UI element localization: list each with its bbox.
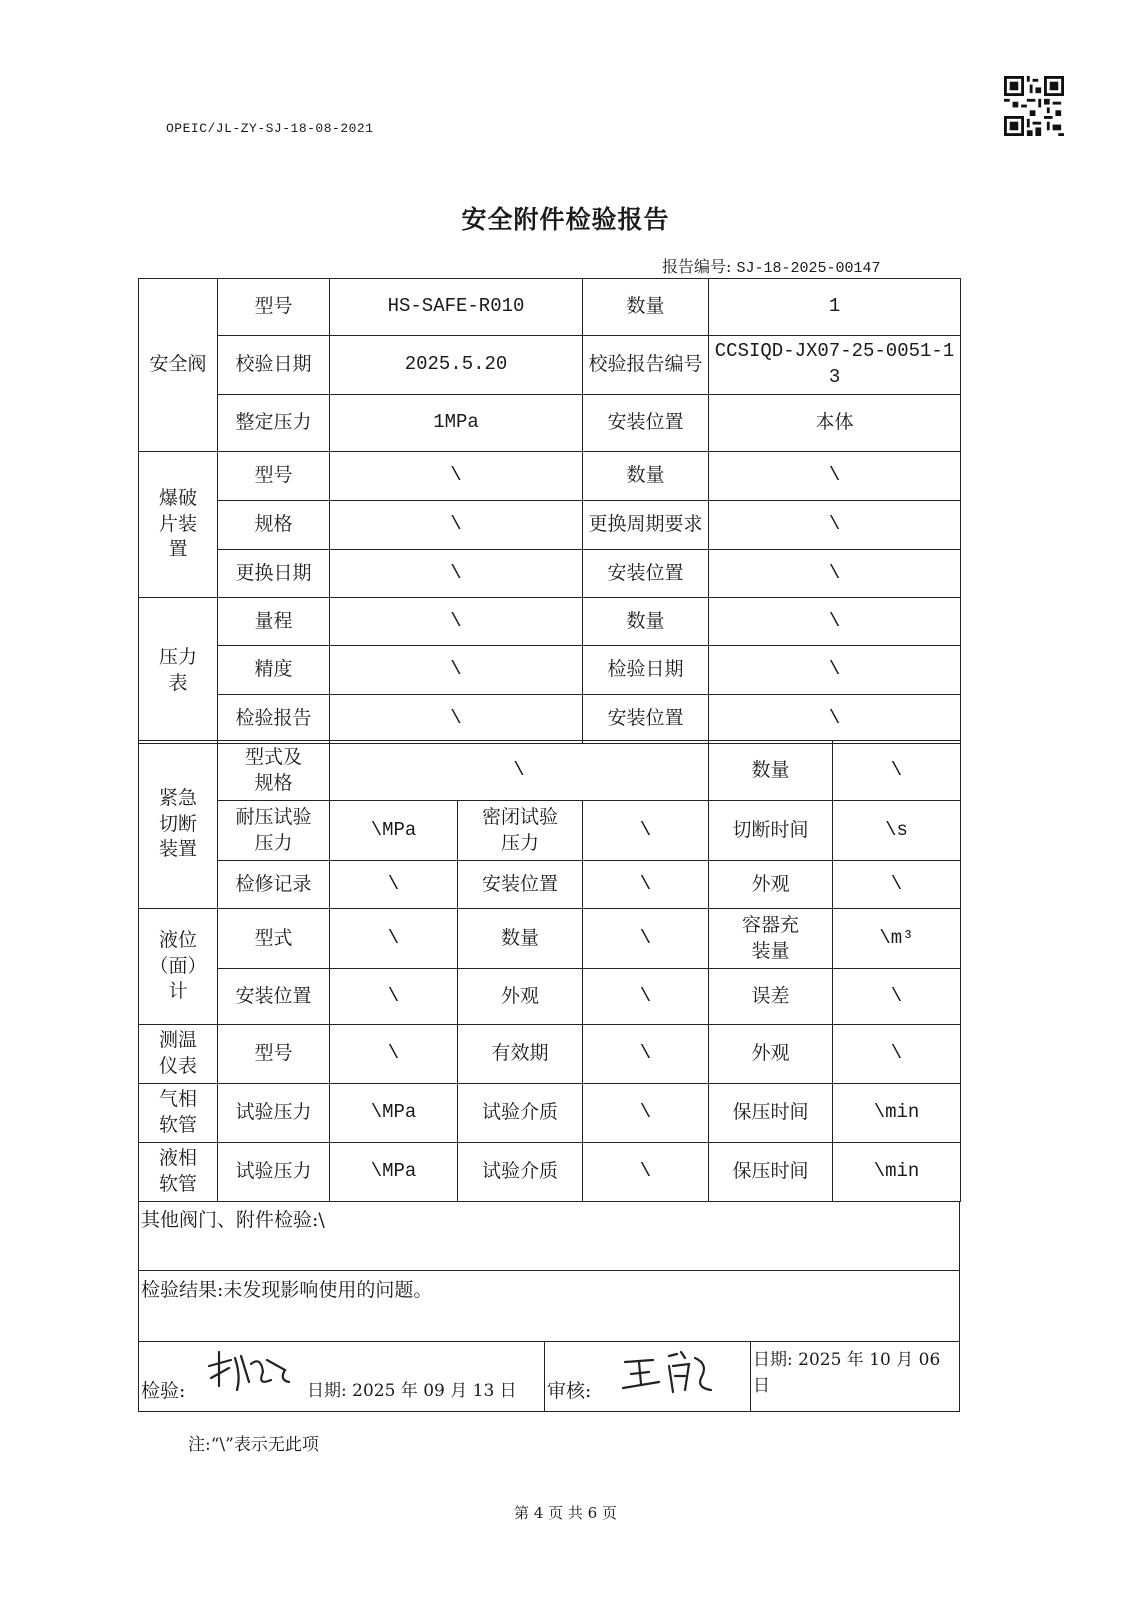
reviewer-date: 日期: 2025 年 10 月 06 日 bbox=[753, 1350, 941, 1396]
value-hold-time: \min bbox=[833, 1143, 961, 1202]
label-model: 型号 bbox=[218, 452, 330, 501]
value-proof-pressure: \MPa bbox=[330, 801, 458, 861]
page-title: 安全附件检验报告 bbox=[461, 205, 670, 234]
label-error: 误差 bbox=[709, 969, 833, 1025]
value-qty: \ bbox=[833, 741, 961, 801]
label-appearance: 外观 bbox=[709, 1025, 833, 1084]
footnote: 注:“\”表示无此项 bbox=[188, 1435, 319, 1455]
label-accuracy: 精度 bbox=[218, 646, 330, 695]
value-test-pressure: \MPa bbox=[330, 1143, 458, 1202]
label-spec: 规格 bbox=[218, 501, 330, 550]
value-spec: \ bbox=[330, 501, 583, 550]
value-accuracy: \ bbox=[330, 646, 583, 695]
value-location: \ bbox=[583, 861, 709, 909]
label-test-medium: 试验介质 bbox=[458, 1084, 583, 1143]
section-rupture-disc: 爆破片装置 bbox=[158, 487, 197, 561]
label-validity: 有效期 bbox=[458, 1025, 583, 1084]
value-appearance: \ bbox=[833, 1025, 961, 1084]
value-appearance: \ bbox=[833, 861, 961, 909]
label-set-pressure: 整定压力 bbox=[218, 395, 330, 452]
label-hold-time: 保压时间 bbox=[709, 1143, 833, 1202]
section-liquid-hose: 液相软管 bbox=[158, 1147, 197, 1195]
signoff-row bbox=[138, 1342, 960, 1412]
section-safety-valve: 安全阀 bbox=[139, 279, 218, 452]
value-inspect-date: \ bbox=[709, 646, 961, 695]
value-cal-date: 2025.5.20 bbox=[330, 336, 583, 395]
label-location: 安装位置 bbox=[458, 861, 583, 909]
value-location: \ bbox=[709, 550, 961, 598]
label-location: 安装位置 bbox=[583, 395, 709, 452]
value-test-medium: \ bbox=[583, 1143, 709, 1202]
value-hold-time: \min bbox=[833, 1084, 961, 1143]
label-model: 型号 bbox=[218, 279, 330, 336]
value-qty: 1 bbox=[709, 279, 961, 336]
inspection-result-text: 检验结果:未发现影响使用的问题。 bbox=[141, 1279, 433, 1301]
inspector-label: 检验: bbox=[141, 1380, 186, 1402]
reviewer-signature bbox=[619, 1348, 719, 1398]
section-level-gauge: 液位（面）计 bbox=[149, 929, 207, 1003]
label-location: 安装位置 bbox=[583, 550, 709, 598]
label-appearance: 外观 bbox=[709, 861, 833, 909]
value-seal-pressure: \ bbox=[583, 801, 709, 861]
value-type: \ bbox=[330, 909, 458, 969]
label-seal-pressure: 密闭试验压力 bbox=[481, 805, 558, 854]
label-cal-report: 校验报告编号 bbox=[583, 336, 709, 395]
label-model: 型号 bbox=[218, 1025, 330, 1084]
other-accessories bbox=[138, 1201, 960, 1271]
value-qty: \ bbox=[709, 452, 961, 501]
label-qty: 数量 bbox=[583, 279, 709, 336]
label-location: 安装位置 bbox=[583, 695, 709, 744]
reviewer-label: 审核: bbox=[547, 1380, 592, 1402]
report-number bbox=[662, 254, 881, 277]
label-range: 量程 bbox=[218, 598, 330, 646]
label-qty: 数量 bbox=[583, 452, 709, 501]
section-gas-hose: 气相软管 bbox=[158, 1088, 197, 1136]
report-number-label: 报告编号: bbox=[662, 257, 732, 276]
label-repair-record: 检修记录 bbox=[218, 861, 330, 909]
label-type: 型式 bbox=[218, 909, 330, 969]
label-inspect-date: 检验日期 bbox=[583, 646, 709, 695]
reviewer-date-cell bbox=[751, 1342, 959, 1411]
label-qty: 数量 bbox=[583, 598, 709, 646]
inspector-signature bbox=[201, 1346, 296, 1396]
inspection-result bbox=[138, 1271, 960, 1342]
value-cycle: \ bbox=[709, 501, 961, 550]
label-proof-pressure: 耐压试验压力 bbox=[235, 805, 312, 854]
value-error: \ bbox=[833, 969, 961, 1025]
value-model: \ bbox=[330, 1025, 458, 1084]
value-test-medium: \ bbox=[583, 1084, 709, 1143]
value-cutoff-time: \s bbox=[833, 801, 961, 861]
label-type-spec: 型式及规格 bbox=[244, 745, 302, 794]
reviewer-cell bbox=[545, 1342, 751, 1411]
value-test-pressure: \MPa bbox=[330, 1084, 458, 1143]
section-thermometer: 测温仪表 bbox=[158, 1029, 197, 1077]
label-cycle: 更换周期要求 bbox=[583, 501, 709, 550]
value-repair-record: \ bbox=[330, 861, 458, 909]
label-test-pressure: 试验压力 bbox=[218, 1143, 330, 1202]
value-qty: \ bbox=[709, 598, 961, 646]
value-report: \ bbox=[330, 695, 583, 744]
value-model: \ bbox=[330, 452, 583, 501]
value-location: 本体 bbox=[709, 395, 961, 452]
inspector-cell bbox=[139, 1342, 545, 1411]
report-number-value: SJ-18-2025-00147 bbox=[736, 260, 881, 277]
label-hold-time: 保压时间 bbox=[709, 1084, 833, 1143]
value-validity: \ bbox=[583, 1025, 709, 1084]
section-emergency-shutoff: 紧急切断装置 bbox=[158, 787, 197, 861]
label-appearance: 外观 bbox=[458, 969, 583, 1025]
label-fill-volume: 容器充装量 bbox=[741, 913, 799, 962]
value-set-pressure: 1MPa bbox=[330, 395, 583, 452]
label-cutoff-time: 切断时间 bbox=[709, 801, 833, 861]
label-replace-date: 更换日期 bbox=[218, 550, 330, 598]
inspector-date: 日期: 2025 年 09 月 13 日 bbox=[307, 1381, 517, 1401]
value-location: \ bbox=[709, 695, 961, 744]
inspection-table bbox=[138, 278, 961, 744]
value-model: HS-SAFE-R010 bbox=[330, 279, 583, 336]
value-location: \ bbox=[330, 969, 458, 1025]
label-cal-date: 校验日期 bbox=[218, 336, 330, 395]
value-qty: \ bbox=[583, 909, 709, 969]
label-qty: 数量 bbox=[709, 741, 833, 801]
inspection-table-lower bbox=[138, 740, 961, 1202]
label-location: 安装位置 bbox=[218, 969, 330, 1025]
value-type-spec: \ bbox=[330, 741, 709, 801]
label-test-medium: 试验介质 bbox=[458, 1143, 583, 1202]
document-code: OPEIC/JL-ZY-SJ-18-08-2021 bbox=[166, 121, 374, 136]
label-test-pressure: 试验压力 bbox=[218, 1084, 330, 1143]
value-cal-report: CCSIQD-JX07-25-0051-13 bbox=[714, 340, 955, 388]
qr-code-icon bbox=[1004, 76, 1064, 136]
page-number: 第 4 页 共 6 页 bbox=[514, 1504, 617, 1522]
label-qty: 数量 bbox=[458, 909, 583, 969]
other-accessories-text: 其他阀门、附件检验:\ bbox=[141, 1209, 325, 1231]
value-range: \ bbox=[330, 598, 583, 646]
section-pressure-gauge: 压力表 bbox=[158, 645, 197, 694]
value-appearance: \ bbox=[583, 969, 709, 1025]
label-report: 检验报告 bbox=[218, 695, 330, 744]
value-replace-date: \ bbox=[330, 550, 583, 598]
value-fill-volume: \m³ bbox=[833, 909, 961, 969]
